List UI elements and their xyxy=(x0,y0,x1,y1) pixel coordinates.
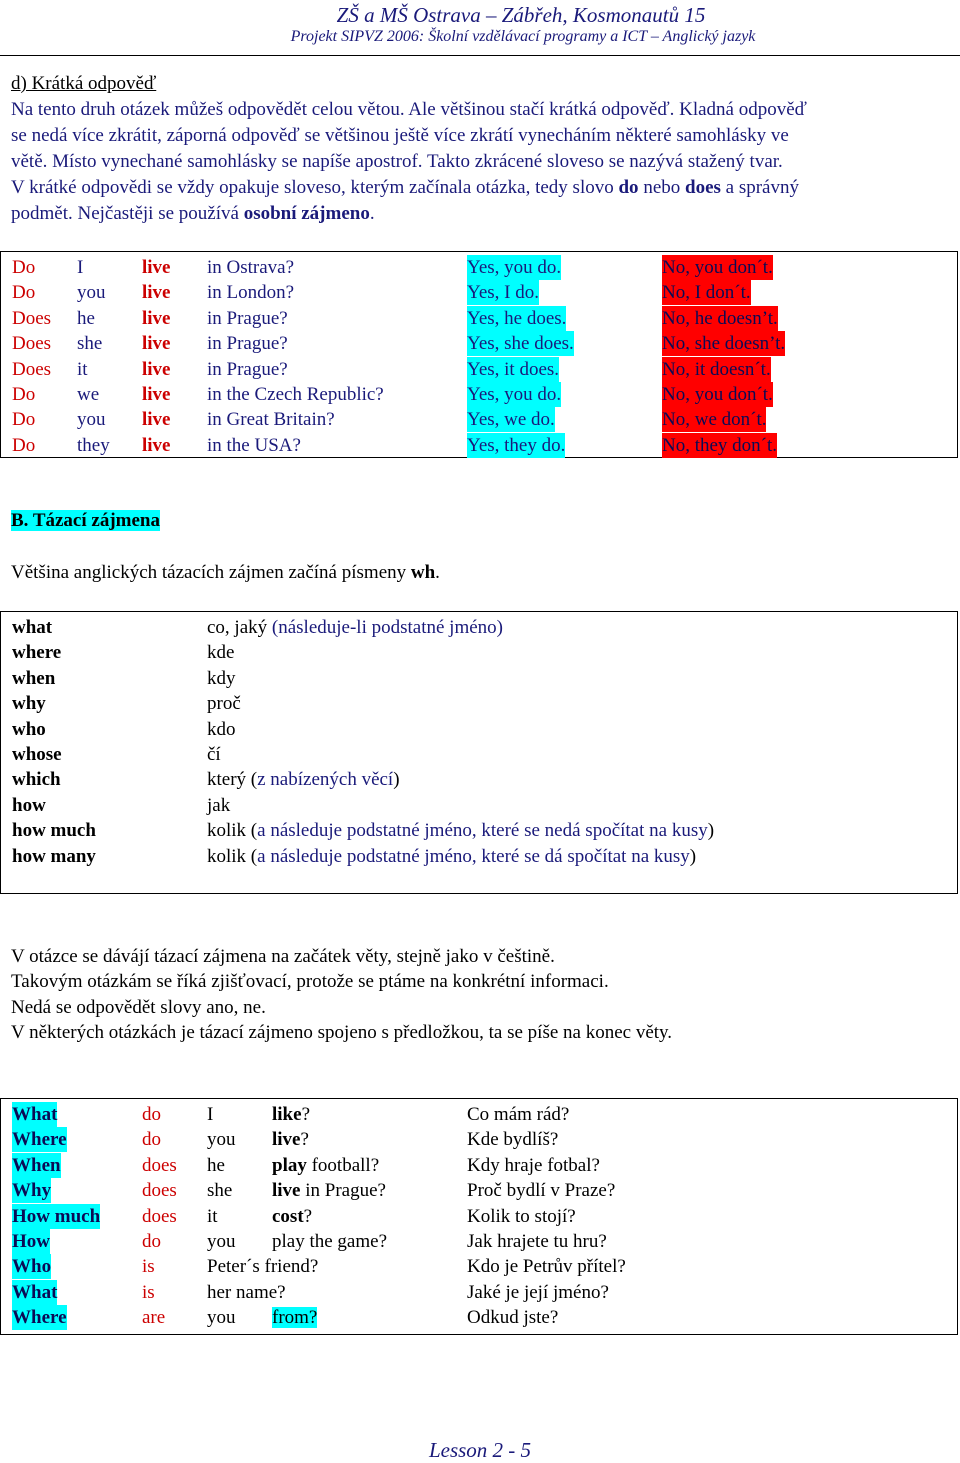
section-b-intro xyxy=(11,562,440,584)
paragraph-line xyxy=(11,97,946,123)
aux-verb: do xyxy=(142,1231,161,1252)
main-verb: live xyxy=(142,333,171,355)
predicate xyxy=(272,1153,379,1178)
table-row xyxy=(1,1305,957,1330)
main-verb: live xyxy=(142,358,171,380)
table-row xyxy=(1,306,957,331)
table-row xyxy=(1,382,957,407)
subject: he xyxy=(77,307,95,329)
meaning-text: kdo xyxy=(207,718,236,740)
wh-word: What xyxy=(12,1281,58,1303)
table-row xyxy=(1,1280,957,1305)
czech-translation: Kdo je Petrův přítel? xyxy=(467,1256,626,1278)
table-row xyxy=(1,331,957,356)
meaning-text: a následuje podstatné jméno, které se dá spočítat na kusy xyxy=(257,845,690,867)
paragraph-text: podmět. Nejčastěji se používá xyxy=(11,203,244,224)
meaning-text: ) xyxy=(393,769,400,791)
paragraph-text: does xyxy=(685,177,721,198)
question-rest: in Prague? xyxy=(207,307,288,329)
subject: she xyxy=(207,1180,233,1202)
predicate-text: ? xyxy=(300,1129,309,1151)
aux-verb: is xyxy=(142,1281,155,1303)
subject: you xyxy=(207,1231,236,1252)
paragraph-line xyxy=(11,123,946,149)
table-row xyxy=(1,1102,957,1127)
pronoun-word: which xyxy=(12,769,61,791)
table-row xyxy=(1,615,957,640)
positive-answer: Yes, it does. xyxy=(467,358,560,380)
pronoun-word: where xyxy=(12,642,62,664)
pronoun-meaning xyxy=(207,844,696,869)
table-row xyxy=(1,255,957,280)
aux-verb: does xyxy=(142,1154,177,1176)
subject: you xyxy=(77,282,106,304)
intro-text: . xyxy=(435,562,440,583)
predicate-text: football? xyxy=(306,1154,380,1176)
main-verb: live xyxy=(142,282,171,304)
predicate xyxy=(272,1102,310,1127)
pronoun-meaning xyxy=(207,691,241,716)
subject: I xyxy=(207,1104,214,1125)
meaning-text: (následuje-li podstatné jméno) xyxy=(271,617,504,638)
meaning-text: jak xyxy=(207,794,231,816)
main-verb: live xyxy=(142,434,171,456)
meaning-text: který ( xyxy=(207,769,258,791)
aux-verb: Do xyxy=(12,257,36,278)
aux-verb: Does xyxy=(12,333,52,355)
section-d-paragraph xyxy=(11,97,946,227)
intro-text: Většina anglických tázacích zájmen začíná písmeny xyxy=(11,562,411,583)
predicate-text: ? xyxy=(303,1205,313,1227)
table-row xyxy=(1,767,957,792)
pronoun-word: who xyxy=(12,718,46,740)
table-row xyxy=(1,1153,957,1178)
wh-word: Why xyxy=(12,1180,52,1202)
subject: she xyxy=(77,333,103,355)
table-row xyxy=(1,691,957,716)
czech-translation: Kolik to stojí? xyxy=(467,1205,576,1227)
pronoun-meaning xyxy=(207,640,234,665)
subject: we xyxy=(77,384,100,405)
paragraph-text: se nedá více zkrátit, záporná odpověď se většinou ještě více zkrátí vynecháním některé samohlásky ve xyxy=(11,125,789,146)
table-row xyxy=(1,640,957,665)
aux-verb: Does xyxy=(12,307,52,329)
predicate-text: play xyxy=(272,1154,307,1176)
paragraph-line xyxy=(11,175,946,201)
meaning-text: proč xyxy=(207,693,241,715)
aux-verb: Does xyxy=(12,358,52,380)
czech-translation: Kdy hraje fotbal? xyxy=(467,1154,600,1176)
intro-text: wh xyxy=(410,562,436,583)
negative-answer: No, you don´t. xyxy=(662,257,773,278)
paragraph-text: do xyxy=(618,177,639,198)
aux-verb: do xyxy=(142,1129,161,1151)
positive-answer: Yes, he does. xyxy=(467,307,567,329)
subject: they xyxy=(77,434,110,456)
negative-answer: No, he doesn’t. xyxy=(662,307,778,329)
subject: Peter´s friend? xyxy=(207,1256,319,1278)
aux-verb: Do xyxy=(12,409,36,431)
meaning-text: z nabízených věcí xyxy=(257,769,394,791)
table-row xyxy=(1,280,957,305)
paragraph-text: větě. Místo vynechané samohlásky se napíše apostrof. Takto zkrácené sloveso se nazývá stažený tvar. xyxy=(11,151,783,172)
table-row xyxy=(1,666,957,691)
aux-verb: Do xyxy=(12,434,36,456)
section-d-title: d) Krátká odpověď xyxy=(11,73,157,94)
aux-verb: are xyxy=(142,1307,166,1329)
subject: it xyxy=(207,1205,218,1227)
paragraph-text: Na tento druh otázek můžeš odpovědět celou větou. Ale většinou stačí krátká odpověď. Kladná odpověď xyxy=(11,99,807,120)
table-row xyxy=(1,433,957,458)
paragraph-text: a správný xyxy=(720,177,799,198)
meaning-text: kde xyxy=(207,642,235,664)
question-rest: in the Czech Republic? xyxy=(207,384,384,405)
note-line: Nedá se odpovědět slovy ano, ne. xyxy=(11,996,266,1018)
pronoun-meaning xyxy=(207,793,230,818)
table-row xyxy=(1,407,957,432)
czech-translation: Jak hrajete tu hru? xyxy=(467,1231,607,1252)
paragraph-text: osobní zájmeno xyxy=(243,203,370,224)
pronoun-word: how many xyxy=(12,845,96,867)
table-row xyxy=(1,1229,957,1254)
question-rest: in the USA? xyxy=(207,434,301,456)
czech-translation: Co mám rád? xyxy=(467,1104,570,1125)
positive-answer: Yes, we do. xyxy=(467,409,555,431)
negative-answer: No, they don´t. xyxy=(662,434,778,456)
predicate-text: cost xyxy=(272,1205,304,1227)
predicate xyxy=(272,1178,386,1203)
note-line: V otázce se dávájí tázací zájmena na začátek věty, stejně jako v češtině. xyxy=(11,946,555,967)
subject: you xyxy=(207,1307,236,1329)
subject: you xyxy=(207,1129,236,1151)
meaning-text: ) xyxy=(689,845,697,867)
predicate-text: from? xyxy=(272,1307,318,1329)
predicate xyxy=(272,1229,387,1254)
page-footer: Lesson 2 - 5 xyxy=(428,1438,532,1462)
negative-answer: No, it doesn´t. xyxy=(662,358,771,380)
paragraph-line xyxy=(11,201,946,227)
aux-verb: does xyxy=(142,1180,177,1202)
wh-word: How much xyxy=(12,1205,101,1227)
wh-word: When xyxy=(12,1154,61,1176)
predicate xyxy=(272,1204,312,1229)
meaning-text: kolik ( xyxy=(207,820,258,842)
table-row xyxy=(1,844,957,869)
negative-answer: No, she doesn’t. xyxy=(662,333,786,355)
pronoun-word: why xyxy=(12,693,46,715)
wh-word: How xyxy=(12,1231,50,1252)
table-row xyxy=(1,793,957,818)
subject: her name? xyxy=(207,1281,286,1303)
pronoun-meaning xyxy=(207,615,503,640)
table-row xyxy=(1,1204,957,1229)
header-project: Projekt SIPVZ 2006: Školní vzdělávací programy a ICT – Anglický jazyk xyxy=(290,28,756,45)
predicate-text: ? xyxy=(301,1104,310,1125)
table-row xyxy=(1,1254,957,1279)
pronoun-table xyxy=(0,611,958,894)
section-b-title: B. Tázací zájmena xyxy=(11,510,160,531)
wh-question-table xyxy=(0,1098,958,1335)
note-line: Takovým otázkám se říká zjišťovací, protože se ptáme na konkrétní informaci. xyxy=(11,971,609,993)
paragraph-text: . xyxy=(369,203,375,224)
paragraph-text: nebo xyxy=(638,177,685,198)
subject: you xyxy=(77,409,106,431)
aux-verb: Do xyxy=(12,384,36,405)
question-rest: in Prague? xyxy=(207,358,288,380)
positive-answer: Yes, they do. xyxy=(467,434,566,456)
predicate-text: like xyxy=(272,1104,302,1125)
short-answers-table xyxy=(0,251,958,458)
subject: I xyxy=(77,257,84,278)
aux-verb: Do xyxy=(12,282,36,304)
subject: it xyxy=(77,358,88,380)
table-row xyxy=(1,742,957,767)
aux-verb: does xyxy=(142,1205,177,1227)
question-rest: in Ostrava? xyxy=(207,257,295,278)
negative-answer: No, you don´t. xyxy=(662,384,773,405)
predicate-text: live xyxy=(272,1180,301,1202)
czech-translation: Kde bydlíš? xyxy=(467,1129,559,1151)
meaning-text: kolik ( xyxy=(207,845,258,867)
predicate-text: play the game? xyxy=(272,1231,388,1252)
pronoun-meaning xyxy=(207,666,236,691)
note-line: V některých otázkách je tázací zájmeno spojeno s předložkou, ta se píše na konec věty. xyxy=(11,1022,673,1044)
question-rest: in Great Britain? xyxy=(207,409,335,431)
positive-answer: Yes, she does. xyxy=(467,333,574,355)
main-verb: live xyxy=(142,307,171,329)
pronoun-word: how xyxy=(12,794,46,816)
pronoun-word: how much xyxy=(12,820,96,842)
question-rest: in London? xyxy=(207,282,295,304)
question-rest: in Prague? xyxy=(207,333,288,355)
paragraph-line xyxy=(11,149,946,175)
main-verb: live xyxy=(142,257,171,278)
aux-verb: do xyxy=(142,1104,161,1125)
positive-answer: Yes, I do. xyxy=(467,282,539,304)
meaning-text: co, jaký xyxy=(207,617,272,638)
meaning-text: a následuje podstatné jméno, které se nedá spočítat na kusy xyxy=(257,820,708,842)
pronoun-word: what xyxy=(12,617,53,638)
predicate-text: live xyxy=(272,1129,301,1151)
positive-answer: Yes, you do. xyxy=(467,257,562,278)
wh-word: Where xyxy=(12,1307,67,1329)
predicate xyxy=(272,1127,309,1152)
negative-answer: No, we don´t. xyxy=(662,409,767,431)
wh-word: Where xyxy=(12,1129,67,1151)
pronoun-meaning xyxy=(207,717,236,742)
paragraph-text: V krátké odpovědi se vždy opakuje sloveso, kterým začínala otázka, tedy slovo xyxy=(11,177,619,198)
pronoun-word: whose xyxy=(12,744,62,765)
table-row xyxy=(1,1178,957,1203)
pronoun-meaning xyxy=(207,818,714,843)
table-row xyxy=(1,717,957,742)
czech-translation: Odkud jste? xyxy=(467,1307,559,1329)
negative-answer: No, I don´t. xyxy=(662,282,751,304)
wh-word: Who xyxy=(12,1256,52,1278)
pronoun-word: when xyxy=(12,667,56,689)
positive-answer: Yes, you do. xyxy=(467,384,562,405)
main-verb: live xyxy=(142,384,171,405)
header-rule xyxy=(0,55,960,56)
czech-translation: Proč bydlí v Praze? xyxy=(467,1180,616,1202)
pronoun-meaning xyxy=(207,742,221,767)
wh-word: What xyxy=(12,1104,58,1125)
predicate-text: in Prague? xyxy=(300,1180,386,1202)
pronoun-meaning xyxy=(207,767,400,792)
table-row xyxy=(1,818,957,843)
subject: he xyxy=(207,1154,225,1176)
table-row xyxy=(1,1127,957,1152)
meaning-text: ) xyxy=(707,820,715,842)
meaning-text: kdy xyxy=(207,667,236,689)
predicate xyxy=(272,1305,317,1330)
aux-verb: is xyxy=(142,1256,155,1278)
czech-translation: Jaké je její jméno? xyxy=(467,1281,609,1303)
main-verb: live xyxy=(142,409,171,431)
header-school: ZŠ a MŠ Ostrava – Zábřeh, Kosmonautů 15 xyxy=(336,3,706,27)
table-row xyxy=(1,357,957,382)
meaning-text: čí xyxy=(207,744,221,765)
